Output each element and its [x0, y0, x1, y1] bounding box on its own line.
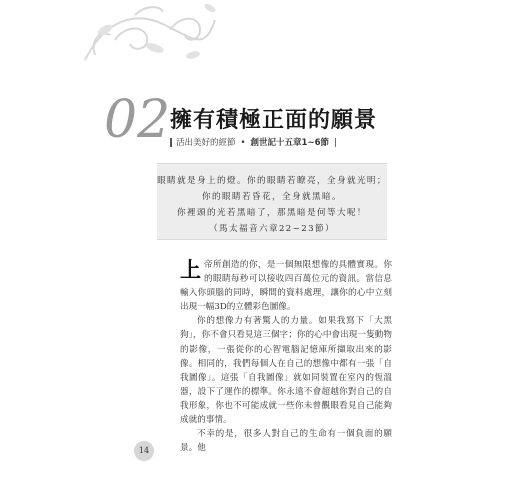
subtitle-text: 活出美好的經節	[176, 138, 236, 148]
drop-cap: 上	[180, 258, 201, 282]
quote-line: 眼睛就是身上的燈。你的眼睛若瞭亮，全身就光明；	[157, 176, 387, 186]
subtitle-separator: •	[240, 138, 246, 148]
quote-reference: （馬太福音六章22~23節）	[208, 224, 335, 234]
subtitle-reference: 創世記十五章1~6節	[250, 138, 329, 148]
quote-line: 你裡頭的光若黑暗了，那黑暗是何等大呢！	[177, 208, 367, 218]
paragraph	[180, 258, 392, 314]
chapter-title: 擁有積極正面的願景	[170, 108, 378, 133]
chapter-subtitle	[170, 136, 342, 148]
paragraph: 你的想像力有著驚人的力量。如果我寫下「大黑狗」，你不會只看見這三個字；你的心中會出現一隻動物的影像，一張從你的心智電腦記憶庫所擷取出來的影像。相同的，我們每個人在自己的想像中都有一張「自我圖像」。這張「自我圖像」就如同裝置在室內的恆溫器，設下了運作的標準。你永遠不會超越你對自己的自我形象，你也不可能成就一些你未曾觀眼看見自己能夠成就的事情。	[180, 316, 392, 426]
chapter-number: 02	[104, 90, 171, 150]
page-number: 14	[138, 446, 150, 455]
scripture-quote-box	[157, 163, 387, 240]
quote-line: 你的眼睛若昏花，全身就黑暗。	[202, 192, 342, 202]
subtitle-bar	[170, 138, 172, 147]
paragraph: 不幸的是，很多人對自己的生命有一個負面的願景。他	[180, 429, 392, 454]
paragraph-text: 帝所創造的你，是一個無限想像的具體實現。你的眼睛每秒可以接收四百萬位元的資訊。當信息輸入你頭腦的同時，瞬間的資料處理，讓你的心中立刻出現一幅3D的立體彩色圖像。	[180, 260, 392, 313]
body-text	[180, 258, 392, 455]
subtitle-separator-end: |	[333, 138, 337, 148]
floral-ornament	[75, 0, 225, 70]
